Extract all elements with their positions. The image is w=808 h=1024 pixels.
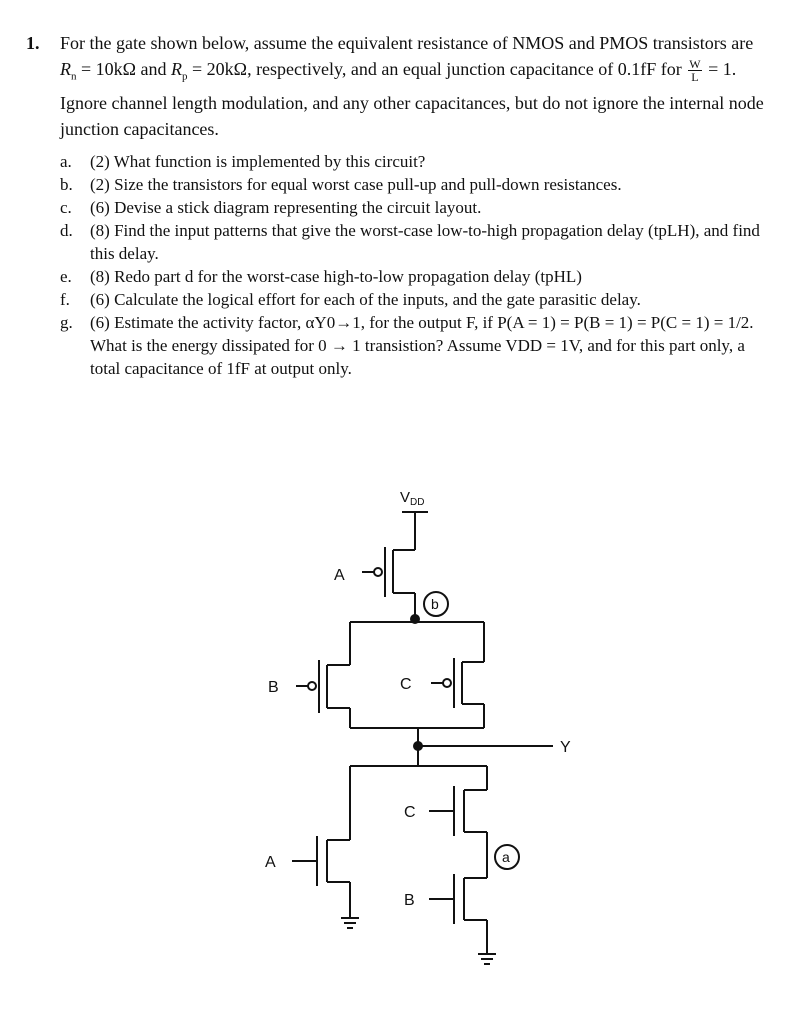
part-label: g.: [60, 312, 73, 332]
rp-sub: p: [182, 70, 188, 83]
part-f: [60, 288, 771, 311]
stem-text-2: , respectively, and an equal junction capacitance of: [247, 59, 618, 79]
rn-symbol: R: [60, 59, 71, 79]
frac-denominator: L: [691, 70, 699, 85]
nmos-b-input-label: B: [404, 892, 415, 909]
part-b: [60, 173, 771, 196]
w-over-l-fraction: [688, 58, 701, 83]
part-text: (6) Estimate the activity factor, αY0→1, for the output F, if P(A = 1) = P(B = 1) = P(C = 1) = 1/2. What is the energy dissipated for 0 → 1 transistion? Assume VDD = 1V, and for this part only, a total capacitance of 1fF at output only.: [90, 312, 754, 378]
nmos-c-input-label: C: [404, 804, 416, 821]
node-a-label: a: [502, 849, 510, 865]
vdd-label: $V_{DD}$: [400, 489, 425, 508]
part-label: b.: [60, 174, 73, 194]
part-a: [60, 150, 771, 173]
rn-sub: n: [71, 70, 77, 83]
pmos-a-transistor: [362, 547, 415, 618]
nmos-a-input-label: A: [265, 854, 276, 871]
part-label: a.: [60, 151, 72, 171]
part-text: (2) What function is implemented by this circuit?: [90, 151, 426, 171]
node-b-label: b: [431, 596, 439, 612]
rp-symbol: R: [171, 59, 183, 79]
pmos-c-input-label: C: [400, 676, 412, 693]
nmos-a-transistor: [292, 766, 350, 918]
problem-stem: [60, 30, 771, 142]
parts-list: [60, 150, 771, 380]
part-label: e.: [60, 266, 72, 286]
part-g: [60, 311, 771, 380]
pmos-a-input-label: A: [334, 567, 345, 584]
ground-left-icon: [341, 918, 359, 928]
stem-and: and: [136, 59, 172, 79]
pmos-b-transistor: [296, 622, 350, 728]
part-d: [60, 219, 771, 265]
capacitance-value: 0.1fF: [617, 59, 657, 79]
rn-value: = 10kΩ: [76, 59, 137, 79]
part-text: (2) Size the transistors for equal worst case pull-up and pull-down resistances.: [90, 174, 622, 194]
cmos-circuit-diagram: [0, 470, 808, 1024]
part-c: [60, 196, 771, 219]
part-text: (8) Redo part d for the worst-case high-to-low propagation delay (tpHL): [90, 266, 582, 286]
stem-text-3: = 1. Ignore channel length modulation, and any other capacitances, but do not ignore the internal node junction capacitances.: [60, 59, 764, 139]
part-text: (8) Find the input patterns that give the worst-case low-to-high propagation delay (tpLH), and find this delay.: [90, 220, 760, 263]
rp-value: = 20kΩ: [187, 59, 248, 79]
frac-numerator: W: [689, 57, 701, 72]
part-label: d.: [60, 220, 73, 240]
ground-right-icon: [478, 954, 496, 964]
stem-for: for: [656, 59, 687, 79]
problem-number: 1.: [26, 33, 40, 53]
nmos-b-transistor: [429, 852, 487, 954]
pmos-c-transistor: [431, 622, 484, 728]
output-label: Y: [560, 739, 571, 756]
pmos-b-input-label: B: [268, 679, 279, 696]
part-e: [60, 265, 771, 288]
part-label: c.: [60, 197, 72, 217]
part-label: f.: [60, 289, 70, 309]
part-text: (6) Devise a stick diagram representing the circuit layout.: [90, 197, 482, 217]
nmos-c-transistor: [429, 766, 487, 852]
part-text: (6) Calculate the logical effort for each of the inputs, and the gate parasitic delay.: [90, 289, 641, 309]
stem-text-1: For the gate shown below, assume the equivalent resistance of NMOS and PMOS transistors are: [60, 33, 754, 53]
problem-1: [26, 30, 771, 380]
